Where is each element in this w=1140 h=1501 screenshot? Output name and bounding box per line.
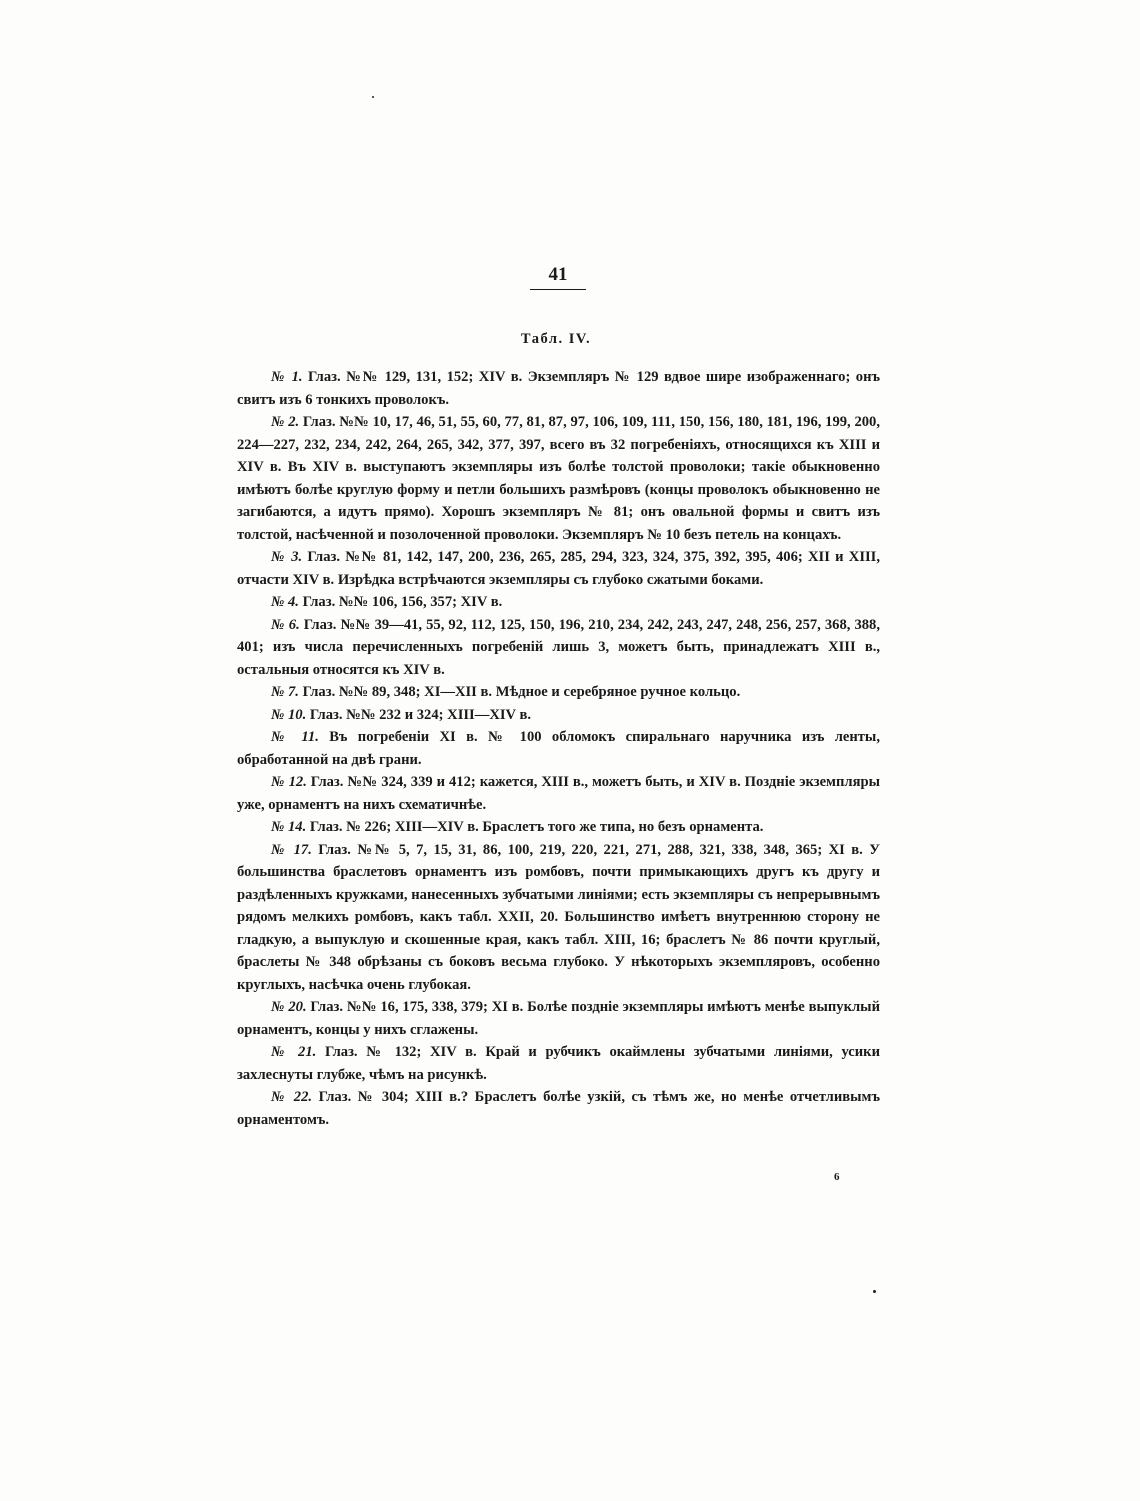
entry-text: Глаз. №№ 5, 7, 15, 31, 86, 100, 219, 220, 221, 271, 288, 321, 338, 348, 365; XI в. У большинства браслетовъ орнаментъ изъ ромбовъ, почти примыкающихъ другъ къ другу и раздѣленныхъ кружками, нанесенныхъ зубчатыми линіями; есть экземпляры съ непрерывнымъ рядомъ мелкихъ ромбовъ, какъ табл. XXII, 20. Большинство имѣетъ внутреннюю сторону не гладкую, а выпуклую и скошенные края, какъ табл. XIII, 16; браслетъ № 86 почти круглый, браслеты № 348 обрѣзаны съ боковъ весьма глубоко. У нѣкоторыхъ экземпляровъ, особенно круглыхъ, насѣчка очень глубокая. [237, 841, 880, 993]
print-speck [873, 1290, 876, 1293]
entry-number: № 6. [271, 616, 300, 633]
catalog-entry [237, 704, 880, 727]
catalog-entry [237, 366, 880, 411]
catalog-entry [237, 546, 880, 591]
catalog-entry [237, 614, 880, 682]
entry-text: Глаз. №№ 89, 348; XI—XII в. Мѣдное и серебряное ручное кольцо. [298, 684, 741, 700]
entry-number: № 3. [271, 549, 303, 565]
entry-number: № 2. [271, 414, 300, 430]
entry-text: Глаз. №№ 106, 156, 357; XIV в. [298, 594, 503, 610]
entry-text: Глаз. №№ 16, 175, 338, 379; XI в. Болѣе поздніе экземпляры имѣютъ менѣе выпуклый орнаментъ, концы у нихъ сглажены. [237, 999, 880, 1038]
entry-number: № 11. [271, 729, 319, 745]
catalog-entry [237, 839, 880, 997]
entry-text: Глаз. № 132; XIV в. Край и рубчикъ окаймлены зубчатыми линіями, усики захлеснуты глубже, чѣмъ на рисункѣ. [237, 1044, 881, 1083]
catalog-entries [237, 366, 880, 1131]
catalog-entry [237, 591, 880, 614]
page-number: 41 [530, 264, 586, 290]
entry-text: Въ погребеніи XI в. № 100 обломокъ спиральнаго наручника изъ ленты, обработанной на двѣ грани. [237, 729, 880, 768]
catalog-entry [237, 726, 880, 771]
catalog-entry [237, 996, 880, 1041]
catalog-entry [237, 411, 880, 546]
entry-number: № 14. [271, 819, 307, 835]
entry-text: Глаз. №№ 232 и 324; XIII—XIV в. [306, 706, 531, 723]
entry-number: № 7. [271, 684, 299, 700]
entry-text: Глаз. № 226; XIII—XIV в. Браслетъ того же типа, но безъ орнамента. [306, 819, 764, 835]
entry-number: № 20. [271, 999, 307, 1015]
entry-text: Глаз. №№ 39—41, 55, 92, 112, 125, 150, 196, 210, 234, 242, 243, 247, 248, 256, 257, 368, 388, 401; изъ числа перечисленныхъ погребеній лишь 3, можетъ быть, принадлежатъ XIII в., остальныя относятся къ XIV в. [237, 616, 880, 678]
entry-number: № 4. [271, 594, 299, 610]
entry-number: № 12. [271, 774, 307, 790]
entry-number: № 1. [271, 369, 303, 385]
entry-number: № 21. [271, 1044, 317, 1060]
entry-text: Глаз. №№ 129, 131, 152; XIV в. Экземпляръ № 129 вдвое шире изображеннаго; онъ свитъ изъ 6 тонкихъ проволокъ. [237, 369, 880, 408]
catalog-entry [237, 1086, 880, 1131]
catalog-entry [237, 1041, 880, 1086]
print-speck [372, 96, 374, 98]
table-heading: Табл. IV. [520, 331, 592, 347]
entry-text: Глаз. №№ 81, 142, 147, 200, 236, 265, 285, 294, 323, 324, 375, 392, 395, 406; XII и XIII, отчасти XIV в. Изрѣдка встрѣчаются экземпляры съ глубоко сжатыми боками. [237, 549, 881, 588]
entry-number: № 10. [271, 706, 307, 723]
entry-number: № 17. [271, 841, 312, 858]
catalog-entry [237, 816, 880, 839]
catalog-entry [237, 681, 880, 704]
entry-text: Глаз. №№ 324, 339 и 412; кажется, XIII в., можетъ быть, и XIV в. Поздніе экземпляры уже, орнаментъ на нихъ схематичнѣе. [237, 774, 880, 813]
entry-number: № 22. [271, 1089, 313, 1105]
catalog-entry [237, 771, 880, 816]
entry-text: Глаз. № 304; XIII в.? Браслетъ болѣе узкій, съ тѣмъ же, но менѣе отчетливымъ орнаментомъ. [237, 1089, 880, 1128]
entry-text: Глаз. №№ 10, 17, 46, 51, 55, 60, 77, 81, 87, 97, 106, 109, 111, 150, 156, 180, 181, 196, 199, 200, 224—227, 232, 234, 242, 264, 265, 342, 377, 397, всего въ 32 погребеніяхъ, относящихся къ XIII и XIV в. Въ XIV в. выступаютъ экземпляры изъ болѣе толстой проволоки; такіе обыкновенно имѣютъ болѣе круглую форму и петли большихъ размѣровъ (концы проволокъ обыкновенно не загибаются, а идутъ прямо). Хорошъ экземпляръ № 81; онъ овальной формы и свитъ изъ толстой, насѣченной и позолоченной проволоки. Экземпляръ № 10 безъ петель на концахъ. [237, 414, 880, 543]
signature-mark: 6 [834, 1171, 840, 1183]
